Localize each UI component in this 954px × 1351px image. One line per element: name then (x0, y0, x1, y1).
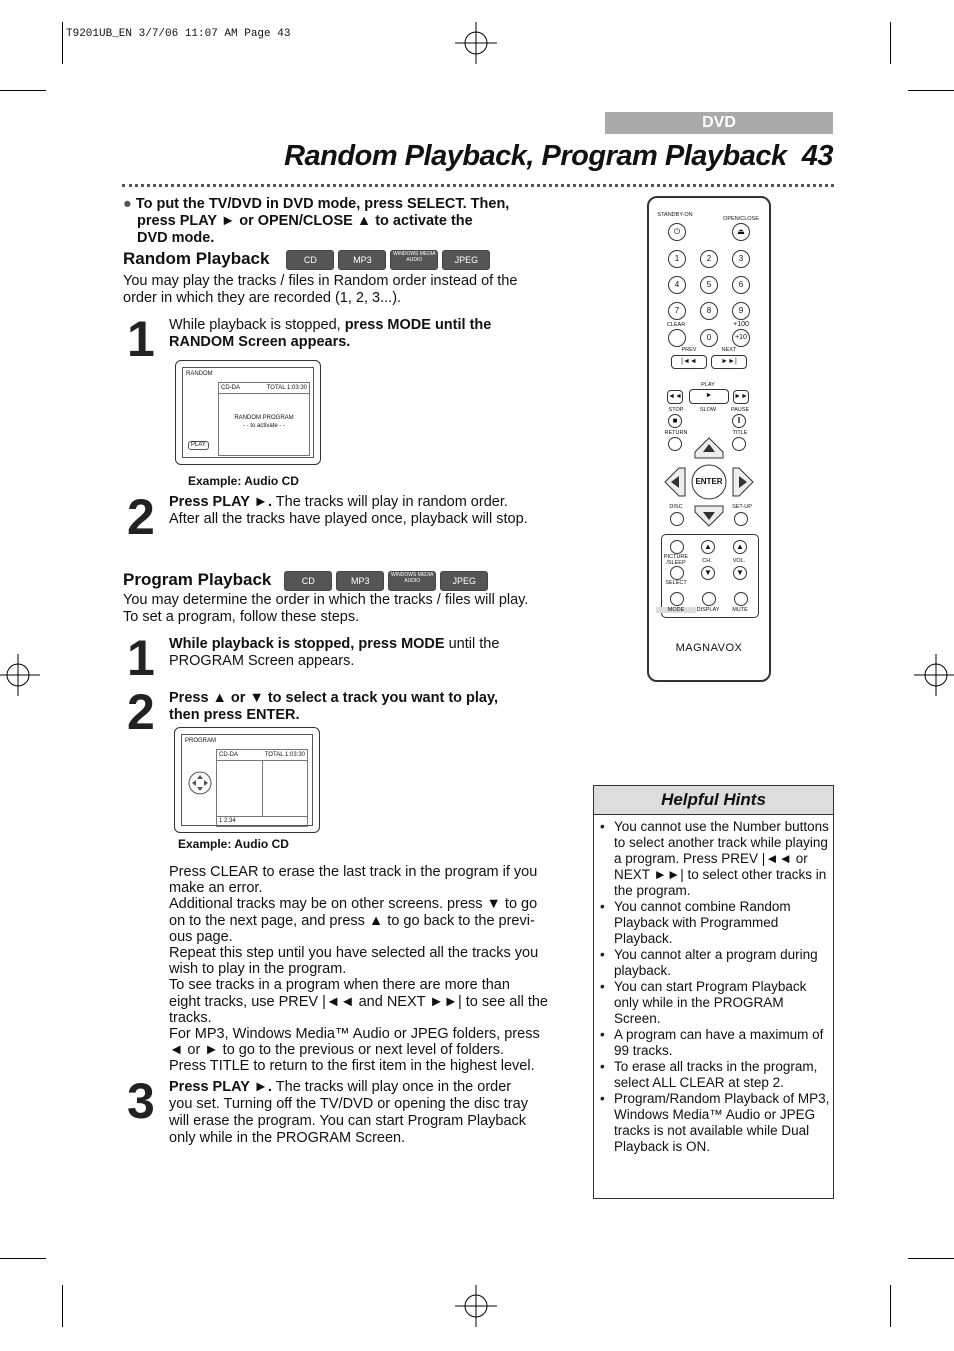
num-button: 7 (668, 302, 686, 320)
num-button: 1 (668, 250, 686, 268)
num-button: 6 (732, 276, 750, 294)
program-heading: Program Playback CD MP3WINDOWS MEDIA AUDIO JPEG (123, 570, 492, 591)
crop-mark (908, 90, 954, 91)
dvd-tab: DVD (605, 112, 833, 134)
mp3-badge: MP3 (336, 571, 384, 591)
num-button: 4 (668, 276, 686, 294)
plus10-button: +10 (732, 329, 750, 347)
rewind-icon: ◄◄ (667, 390, 683, 404)
setup-button (734, 512, 748, 526)
picture-sleep-button (670, 540, 684, 554)
crop-mark (890, 1285, 891, 1327)
pause-icon: ‖ (732, 414, 746, 428)
hint-item: • To erase all tracks in the program, select ALL CLEAR at step 2. (614, 1059, 833, 1091)
ch-down-icon: ▼ (701, 566, 715, 580)
step-number: 1 (127, 311, 155, 367)
crop-mark (0, 90, 46, 91)
random-step1: While playback is stopped, press MODE until the RANDOM Screen appears. (169, 317, 492, 350)
step-number: 3 (127, 1073, 155, 1129)
cd-badge: CD (284, 571, 332, 591)
hint-item: • You cannot alter a program during playback. (614, 947, 833, 979)
program-screen-example: PROGRAM CD-DA TOTAL 1:03:30 1 2:34 (174, 727, 320, 833)
stop-icon: ■ (668, 414, 682, 428)
next-icon: ►►| (711, 355, 747, 369)
num-button: 2 (700, 250, 718, 268)
mp3-badge: MP3 (338, 250, 386, 270)
step-number: 1 (127, 630, 155, 686)
crop-mark (890, 22, 891, 64)
registration-mark (455, 22, 497, 64)
brand-logo: MAGNAVOX (675, 642, 743, 654)
num-button: 0 (700, 329, 718, 347)
play-icon: ► (689, 389, 729, 404)
num-button: 3 (732, 250, 750, 268)
crop-mark (0, 1258, 46, 1259)
step-number: 2 (127, 684, 155, 740)
num-button: 9 (732, 302, 750, 320)
program-example-caption: Example: Audio CD (178, 837, 289, 851)
helpful-hints-heading: Helpful Hints (594, 786, 833, 815)
fast-forward-icon: ►► (733, 390, 749, 404)
registration-mark (0, 654, 40, 696)
disc-button (670, 512, 684, 526)
crop-mark (62, 22, 63, 64)
hint-item: • Program/Random Playback of MP3, Windows Media™ Audio or JPEG tracks is not available while Dual Playback is ON. (614, 1091, 833, 1155)
dotted-divider (122, 184, 834, 187)
eject-icon: ⏏ (732, 223, 750, 241)
program-description: You may determine the order in which the tracks / files will play. To set a program, follow these steps. (123, 592, 529, 625)
page-number: 43 (801, 140, 833, 172)
program-step3: Press PLAY ►. The tracks will play once in the order you set. Turning off the TV/DVD or opening the disc tray will erase the program. You can start Program Playback only while in the PROGRAM Screen. (169, 1079, 528, 1146)
mute-button (734, 592, 748, 606)
hint-item: • You can start Program Playback only while in the PROGRAM Screen. (614, 979, 833, 1027)
random-heading: Random Playback CD MP3WINDOWS MEDIA AUDIO JPEG (123, 249, 494, 270)
ch-up-icon: ▲ (701, 540, 715, 554)
power-icon: ⏻ (668, 223, 686, 241)
jpeg-badge: JPEG (442, 250, 490, 270)
random-description: You may play the tracks / files in Random order instead of the order in which they are recorded (1, 2, 3...). (123, 273, 518, 306)
clear-button (668, 329, 686, 347)
enter-button: ENTER (695, 477, 723, 486)
jpeg-badge: JPEG (440, 571, 488, 591)
arrow-pad-icon (187, 770, 213, 796)
select-button (670, 566, 684, 580)
program-step1: While playback is stopped, press MODE until the PROGRAM Screen appears. (169, 636, 500, 669)
vol-up-icon: ▲ (733, 540, 747, 554)
intro-instruction: ● To put the TV/DVD in DVD mode, press SELECT. Then, press PLAY ► or OPEN/CLOSE ▲ to activate the DVD mode. (123, 196, 510, 246)
hint-item: • A program can have a maximum of 99 tracks. (614, 1027, 833, 1059)
cd-badge: CD (286, 250, 334, 270)
page-title: Random Playback, Program Playback 43 (284, 140, 833, 172)
prev-icon: |◄◄ (671, 355, 707, 369)
wma-badge: WINDOWS MEDIA AUDIO (388, 571, 436, 591)
num-button: 8 (700, 302, 718, 320)
random-example-caption: Example: Audio CD (188, 474, 299, 488)
print-header: T9201UB_EN 3/7/06 11:07 AM Page 43 (66, 28, 291, 40)
remote-control-illustration: STANDBY-ON OPEN/CLOSE ⏻ ⏏ 1 2 3 4 5 6 7 8 9 CLEAR +100 0 +10 PREV NEXT |◄◄ ►►| PLAY ◄◄ ► ►► STOP SLOW PAUSE ■ ‖ RETURN TITLE ENTER DISC SET-UP ▲ ▲ PICTURE /SLEEP CH. VOL. ▼ ▼ SELECT MODE DISPLAY MUTE MAGNAVOX (647, 196, 771, 682)
random-screen-example: RANDOM CD-DA TOTAL 1:03:30 RANDOM PROGRAM - - to activate - - PLAY (175, 360, 321, 465)
registration-mark (455, 1285, 497, 1327)
registration-mark (914, 654, 954, 696)
crop-mark (62, 1285, 63, 1327)
display-button (702, 592, 716, 606)
program-step2: Press ▲ or ▼ to select a track you want to play, then press ENTER. (169, 690, 499, 723)
hint-item: • You cannot combine Random Playback with Programmed Playback. (614, 899, 833, 947)
random-step2: Press PLAY ►. The tracks will play in random order. After all the tracks have played once, playback will stop. (169, 494, 528, 527)
program-instructions: Press CLEAR to erase the last track in the program if you make an error. Additional tracks may be on other screens. press ▼ to go on to the next page, and press ▲ to go back to the previ- ous page. Repeat this step until you have selected all the tracks you wish to play in the program. To see tracks in a program when there are more than eight tracks, use PREV |◄◄ and NEXT ►►| to see all the tracks. For MP3, Windows Media™ Audio or JPEG folders, press ◄ or ► to go to the previous or next level of folders. Press TITLE to return to the first item in the highest level. (169, 864, 548, 1075)
mode-button (670, 592, 684, 606)
hint-item: • You cannot use the Number buttons to select another track while playing a program. Press PREV |◄◄ or NEXT ►►| to select other tracks in the program. (614, 819, 833, 899)
step-number: 2 (127, 489, 155, 545)
wma-badge: WINDOWS MEDIA AUDIO (390, 250, 438, 270)
num-button: 5 (700, 276, 718, 294)
vol-down-icon: ▼ (733, 566, 747, 580)
crop-mark (908, 1258, 954, 1259)
helpful-hints-box (593, 785, 834, 1199)
